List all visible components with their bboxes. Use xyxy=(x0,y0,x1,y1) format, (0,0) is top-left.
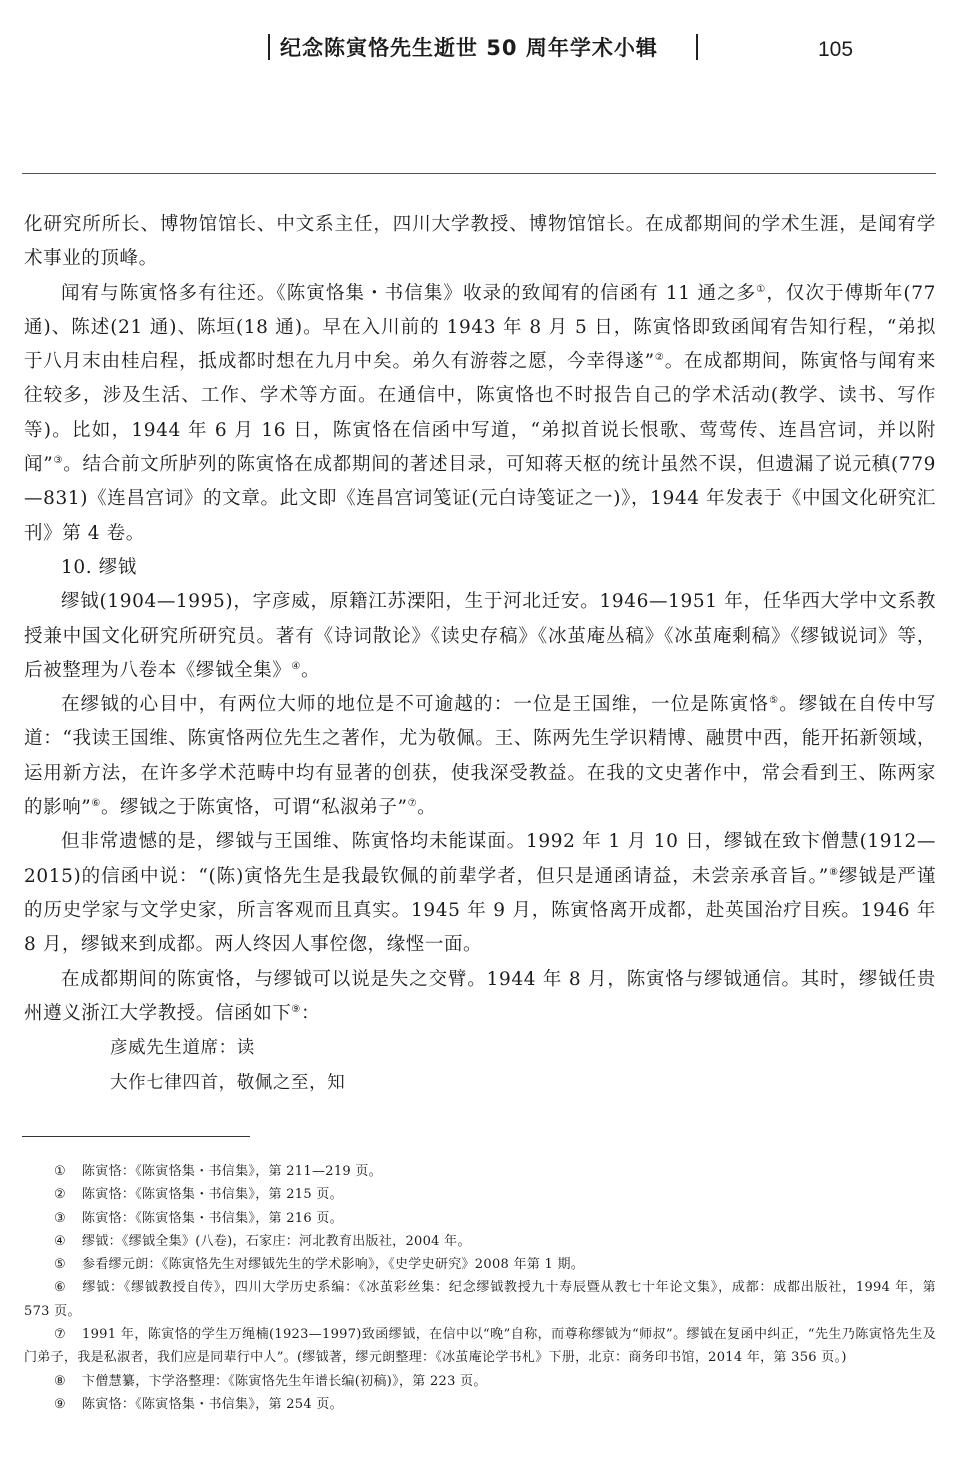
paragraph-text: 在成都期间的陈寅恪，与缪钺可以说是失之交臂。1944 年 8 月，陈寅恪与缪钺通信。其时，缪钺任贵州遵义浙江大学教授。信函如下 xyxy=(24,968,936,1024)
paragraph-text: ，仅次于傅斯年(77 通)、陈述(21 通)、陈垣(18 通)。早在入川前的 1943 年 8 月 5 日，陈寅恪即致函闻宥告知行程，“弟拟于八月末由桂启程，抵成都时想在九月中矣。弟久有游蓉之愿，今幸得遂” xyxy=(24,282,936,373)
header-right-bar xyxy=(696,34,698,60)
footnote-ref[interactable]: ⑧ xyxy=(828,866,840,878)
footnote-ref[interactable]: ① xyxy=(756,283,767,295)
footnote-item xyxy=(24,1393,936,1416)
paragraph-text: 。在成都期间，陈寅恪与闻宥来往较多，涉及生活、工作、学术等方面。在通信中，陈寅恪也不时报告自己的学术活动(教学、读书、写作等)。比如，1944 年 6 月 16 日，陈寅恪在信函中写道，“弟拟首说长恨歌、莺莺传、连昌宫词，并以附闻” xyxy=(24,351,936,476)
footnote-text: 陈寅恪：《陈寅恪集・书信集》，第 254 页。 xyxy=(82,1396,343,1412)
footnote-ref[interactable]: ④ xyxy=(291,660,301,672)
footnote-ref[interactable]: ⑥ xyxy=(91,797,101,809)
paragraph-text: 。缪钺在自传中写道：“我读王国维、陈寅恪两位先生之著作，尤为敬佩。王、陈两先生学识精博、融贯中西，能开拓新领域，运用新方法，在许多学术范畴中均有显著的创获，使我深受教益。在我的文史著作中，常会看到王、陈两家的影响” xyxy=(24,694,936,819)
letter-quote-line: 大作七律四首，敬佩之至，知 xyxy=(110,1073,346,1094)
body-paragraph xyxy=(24,688,936,825)
footnote-item xyxy=(24,1276,936,1323)
footnote-item xyxy=(24,1183,936,1206)
paragraph-text: ： xyxy=(300,1002,321,1024)
running-header xyxy=(0,26,958,70)
paragraph-text: 但非常遗憾的是，缪钺与王国维、陈寅恪均未能谋面。1992 年 1 月 10 日，缪钺在致卞僧慧(1912—2015)的信函中说：“(陈)寅恪先生是我最钦佩的前辈学者，但只是通函请益，未尝亲承音旨。” xyxy=(24,831,936,887)
footnote-mark: ⑦ xyxy=(54,1327,66,1343)
paragraph-text: 。缪钺之于陈寅恪，可谓“私淑弟子” xyxy=(100,797,408,819)
header-rule xyxy=(22,173,936,174)
body-paragraph: 化研究所所长、博物馆馆长、中文系主任，四川大学教授、博物馆馆长。在成都期间的学术生涯，是闻宥学术事业的顶峰。 xyxy=(24,214,936,270)
footnote-text: 1991 年，陈寅恪的学生万绳楠(1923—1997)致函缪钺，在信中以“晚”自称，而尊称缪钺为“师叔”。缪钺在复函中纠正，“先生乃陈寅恪先生及门弟子，我是私淑者，我们应是同辈行中人”。(缪钺著，缪元朗整理：《冰茧庵论学书札》下册，北京：商务印书馆，2014 年，第 356 页。) xyxy=(24,1327,936,1366)
footnotes xyxy=(24,1160,936,1416)
footnote-ref[interactable]: ⑤ xyxy=(769,695,780,706)
paragraph-text: 闻宥与陈寅恪多有往还。《陈寅恪集・书信集》收录的致闻宥的信函有 11 通之多 xyxy=(61,282,757,304)
footnote-text: 缪钺：《缪钺教授自传》，四川大学历史系编：《冰茧彩丝集：纪念缪钺教授九十寿辰暨从教七十年论文集》，成都：成都出版社，1994 年，第 573 页。 xyxy=(24,1280,936,1319)
footnote-ref[interactable]: ⑨ xyxy=(291,1003,301,1015)
footnote-mark: ⑥ xyxy=(54,1280,66,1296)
body-paragraph xyxy=(24,963,936,1032)
body-paragraph xyxy=(24,825,936,962)
footnote-ref[interactable]: ③ xyxy=(53,454,64,466)
footnote-item xyxy=(24,1370,936,1393)
footnote-mark: ⑨ xyxy=(54,1396,66,1412)
footnote-mark: ⑤ xyxy=(54,1257,66,1273)
paragraph-text: 。 xyxy=(417,797,437,819)
footnote-mark: ① xyxy=(54,1164,66,1179)
footnote-mark: ⑧ xyxy=(54,1373,66,1389)
paragraph-text: 缪钺是严谨的历史学家与文学史家，所言客观而且真实。1945 年 9 月，陈寅恪离开成都，赴英国治疗目疾。1946 年 8 月，缪钺来到成都。两人终因人事倥偬，缘悭一面。 xyxy=(24,865,936,956)
letter-quote-line: 彦威先生道席：读 xyxy=(110,1038,255,1059)
footnote-item xyxy=(24,1160,936,1183)
footnote-mark: ③ xyxy=(54,1210,66,1226)
paragraph-text: 。结合前文所胪列的陈寅恪在成都期间的著述目录，可知蒋天枢的统计虽然不误，但遗漏了说元稹(779—831)《连昌宫词》的文章。此文即《连昌宫词笺证(元白诗笺证之一)》，1944 年发表于《中国文化研究汇刊》第 4 卷。 xyxy=(24,454,936,544)
body-paragraph xyxy=(24,277,936,551)
footnote-text: 参看缪元朗：《陈寅恪先生对缪钺先生的学术影响》，《史学史研究》2008 年第 1 期。 xyxy=(82,1257,585,1273)
footnote-item xyxy=(24,1323,936,1370)
footnote-text: 缪钺：《缪钺全集》(八卷)，石家庄：河北教育出版社，2004 年。 xyxy=(82,1233,471,1249)
body-paragraph xyxy=(24,585,936,688)
paragraph-text: 缪钺(1904—1995)，字彦威，原籍江苏溧阳，生于河北迁安。1946—1951 年，任华西大学中文系教授兼中国文化研究所研究员。著有《诗词散论》《读史存稿》《冰茧庵丛稿》《冰茧庵剩稿》《缪钺说词》等，后被整理为八卷本《缪钺全集》 xyxy=(24,591,936,681)
footnote-item xyxy=(24,1207,936,1230)
header-left-bar xyxy=(268,34,270,60)
footnote-mark: ④ xyxy=(54,1233,66,1249)
footnote-rule xyxy=(22,1136,250,1137)
footnote-mark: ② xyxy=(54,1187,66,1203)
paragraph-text: 在缪钺的心目中，有两位大师的地位是不可逾越的：一位是王国维，一位是陈寅恪 xyxy=(61,694,770,716)
footnote-text: 陈寅恪：《陈寅恪集・书信集》，第 215 页。 xyxy=(82,1187,343,1203)
footnote-item xyxy=(24,1253,936,1276)
journal-section-title: 纪念陈寅恪先生逝世 50 周年学术小辑 xyxy=(280,36,658,60)
article-body xyxy=(24,208,936,1101)
paragraph-text: 。 xyxy=(300,659,321,681)
footnote-text: 卞僧慧纂，卞学洛整理：《陈寅恪先生年谱长编(初稿)》，第 223 页。 xyxy=(82,1373,487,1389)
footnote-ref[interactable]: ⑦ xyxy=(407,797,418,809)
footnote-text: 陈寅恪：《陈寅恪集・书信集》，第 216 页。 xyxy=(82,1210,343,1226)
footnote-item xyxy=(24,1230,936,1253)
body-paragraph: 10. 缪钺 xyxy=(61,556,137,578)
footnote-text: 陈寅恪：《陈寅恪集・书信集》，第 211—219 页。 xyxy=(82,1164,382,1179)
footnote-ref[interactable]: ② xyxy=(654,352,665,364)
page-number: 105 xyxy=(818,38,854,61)
